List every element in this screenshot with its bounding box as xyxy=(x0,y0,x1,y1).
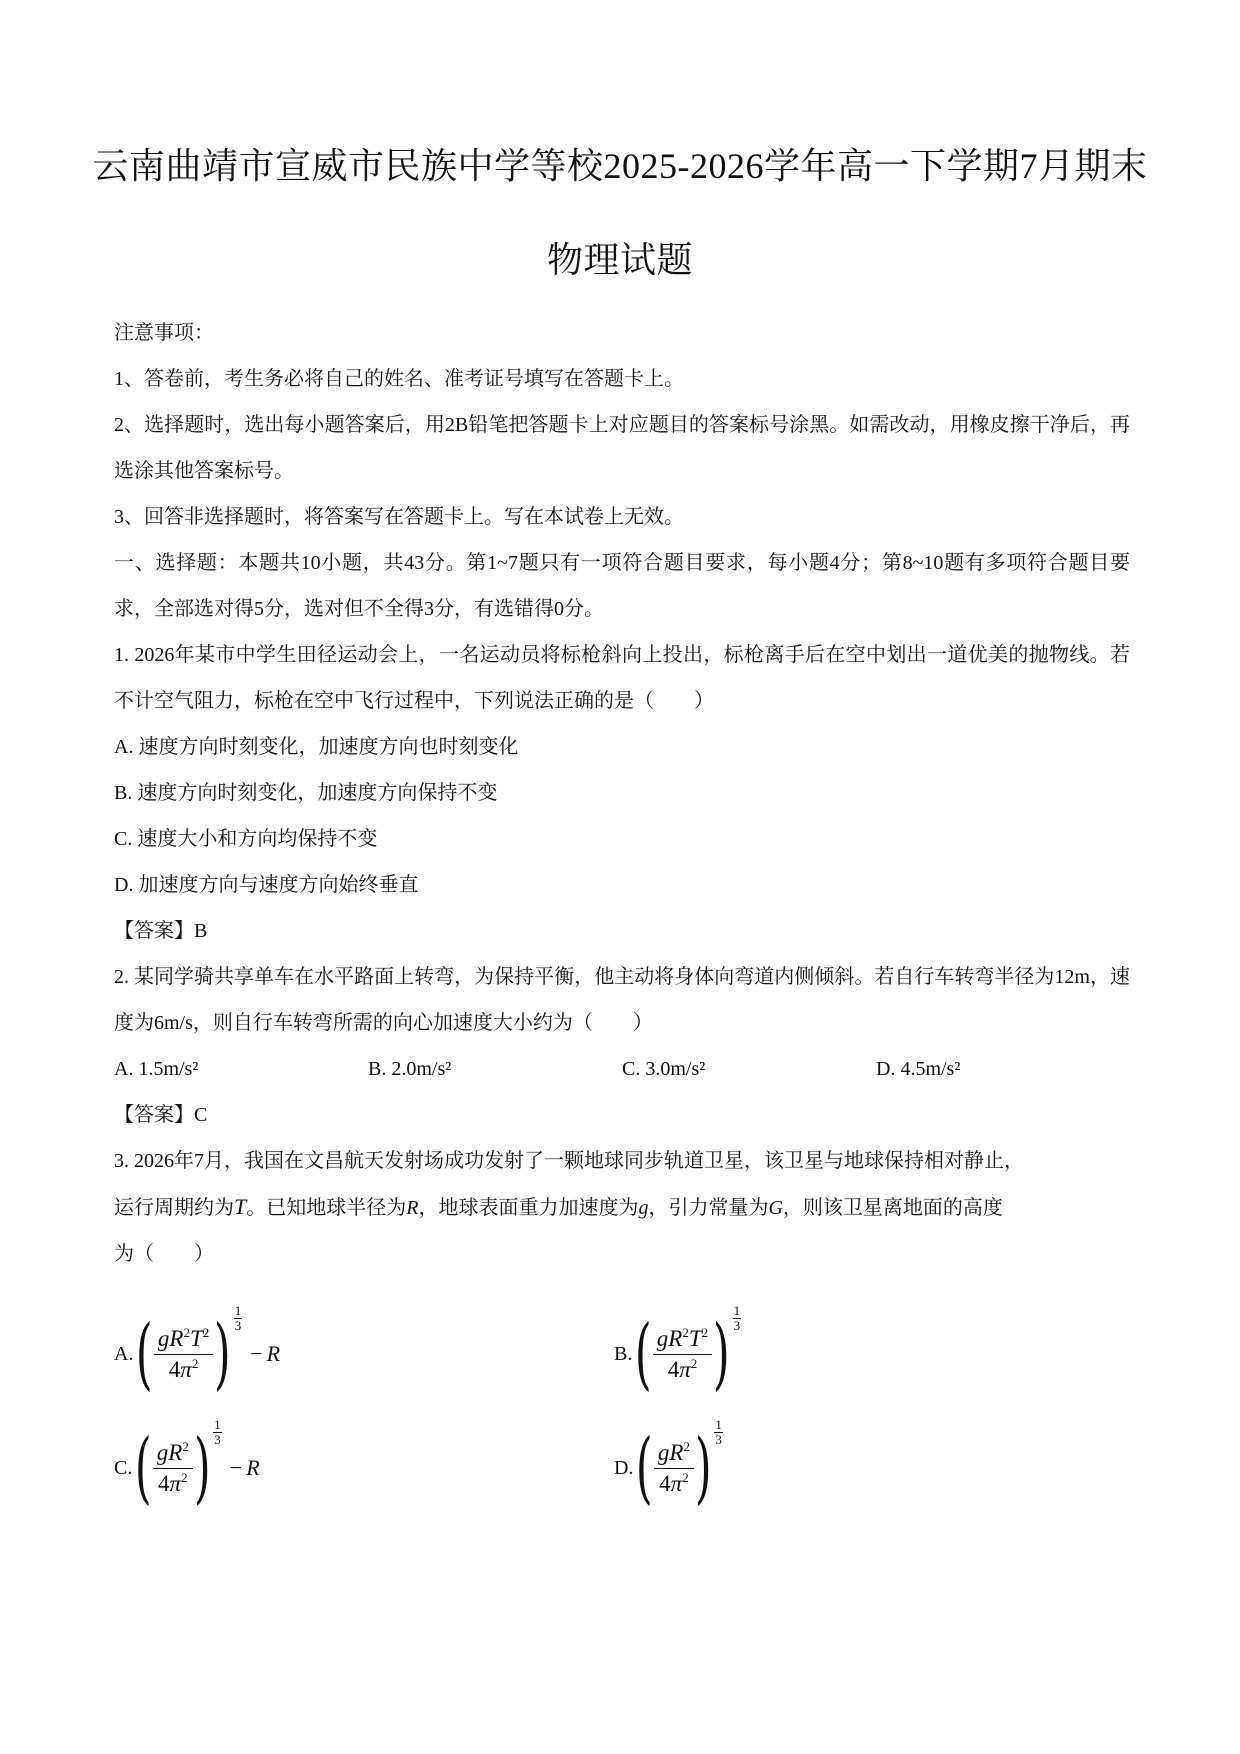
formula-b: ( $\frac{gR^2T^2}{4\pi^2}$ ) 1 3 xyxy=(635,1302,741,1399)
question-2-option-c: C. 3.0m/s² xyxy=(622,1058,706,1080)
question-2-option-b: B. 2.0m/s² xyxy=(368,1058,452,1080)
formula-b-exponent: 1 3 xyxy=(733,1302,741,1333)
formula-c: ( $\frac{gR^2}{4\pi^2}$ ) 1 3 − R xyxy=(135,1416,260,1513)
question-1-answer: 【答案】B xyxy=(114,920,208,942)
formula-c-denominator: $4\pi^2$ xyxy=(158,1469,188,1496)
question-1-option-c: C. 速度大小和方向均保持不变 xyxy=(114,828,378,850)
formula-d-exponent: 1 3 xyxy=(715,1416,722,1447)
question-3-options-row2 xyxy=(114,1416,1130,1561)
notice-item-2: 2、选择题时，选出每小题答案后，用2B铅笔把答题卡上对应题目的答案标号涂黑。如需改动，用橡皮擦干净后，再选涂其他答案标号。 xyxy=(114,414,1130,482)
exam-title-line1: 云南曲靖市宣威市民族中学等校2025-2026学年高一下学期7月期末 xyxy=(92,146,1148,186)
notice-heading: 注意事项： xyxy=(114,322,214,344)
question-2-answer: 【答案】C xyxy=(114,1104,208,1126)
formula-a-exponent: 1 3 xyxy=(234,1302,242,1333)
formula-c-numerator: $gR^2$ xyxy=(153,1439,193,1469)
question-3-option-b: B. ( $\frac{gR^2T^2}{4\pi^2}$ ) 1 3 xyxy=(614,1302,741,1399)
formula-b-numerator: $gR^2T^2$ xyxy=(653,1325,712,1355)
question-2-stem: 2. 某同学骑共享单车在水平路面上转弯，为保持平衡，他主动将身体向弯道内侧倾斜。若自行车转弯半径为12m，速度为6m/s，则自行车转弯所需的向心加速度大小约为（ ） xyxy=(114,966,1130,1034)
symbol-g: g xyxy=(638,1197,649,1219)
notice-item-3: 3、回答非选择题时，将答案写在答题卡上。写在本试卷上无效。 xyxy=(114,506,684,528)
symbol-G: G xyxy=(768,1197,783,1219)
question-1-stem: 1. 2026年某市中学生田径运动会上，一名运动员将标枪斜向上投出，标枪离手后在空中划出一道优美的抛物线。若不计空气阻力，标枪在空中飞行过程中，下列说法正确的是（ ） xyxy=(114,644,1130,712)
exam-content xyxy=(114,310,1130,1561)
formula-a: ( $\frac{gR^2T^2}{4\pi^2}$ ) 1 3 − R xyxy=(136,1302,281,1399)
question-1-option-a: A. 速度方向时刻变化，加速度方向也时刻变化 xyxy=(114,736,519,758)
question-3-stem-line2: 运行周期约为T。已知地球半径为R，地球表面重力加速度为g，引力常量为G，则该卫星离地面的高度 xyxy=(114,1194,1003,1219)
question-3-options-row1 xyxy=(114,1277,1130,1419)
question-2-options xyxy=(114,1046,1130,1092)
exam-title-line2: 物理试题 xyxy=(546,240,693,280)
section-intro: 一、选择题：本题共10小题，共43分。第1~7题只有一项符合题目要求，每小题4分；第8~10题有多项符合题目要求，全部选对得5分，选对但不全得3分，有选错得0分。 xyxy=(114,552,1130,620)
symbol-T: T xyxy=(234,1194,247,1219)
question-2-option-d: D. 4.5m/s² xyxy=(876,1058,961,1080)
question-3-option-c: C. ( $\frac{gR^2}{4\pi^2}$ ) 1 3 − R xyxy=(114,1416,260,1513)
question-2-option-a: A. 1.5m/s² xyxy=(114,1058,199,1080)
formula-d: ( $\frac{gR^2}{4\pi^2}$ ) 1 3 xyxy=(636,1416,722,1513)
question-3-stem-line1: 3. 2026年7月，我国在文昌航天发射场成功发射了一颗地球同步轨道卫星，该卫星与地球保持相对静止， xyxy=(114,1150,1024,1172)
question-3-option-d: D. ( $\frac{gR^2}{4\pi^2}$ ) 1 3 xyxy=(614,1416,722,1513)
formula-b-denominator: $4\pi^2$ xyxy=(667,1355,698,1382)
question-1-option-b: B. 速度方向时刻变化，加速度方向保持不变 xyxy=(114,782,498,804)
formula-d-numerator: $gR^2$ xyxy=(654,1439,694,1469)
symbol-R: R xyxy=(406,1197,419,1219)
formula-a-denominator: $4\pi^2$ xyxy=(168,1355,199,1382)
question-3-stem-line3: 为（ ） xyxy=(114,1243,214,1265)
formula-d-denominator: $4\pi^2$ xyxy=(659,1469,689,1496)
formula-a-numerator: $gR^2T^2$ xyxy=(154,1325,213,1355)
formula-c-exponent: 1 3 xyxy=(214,1416,221,1447)
question-1-option-d: D. 加速度方向与速度方向始终垂直 xyxy=(114,874,419,896)
notice-item-1: 1、答卷前，考生务必将自己的姓名、准考证号填写在答题卡上。 xyxy=(114,368,684,390)
question-3-option-a: A. ( $\frac{gR^2T^2}{4\pi^2}$ ) 1 3 − R xyxy=(114,1302,281,1399)
